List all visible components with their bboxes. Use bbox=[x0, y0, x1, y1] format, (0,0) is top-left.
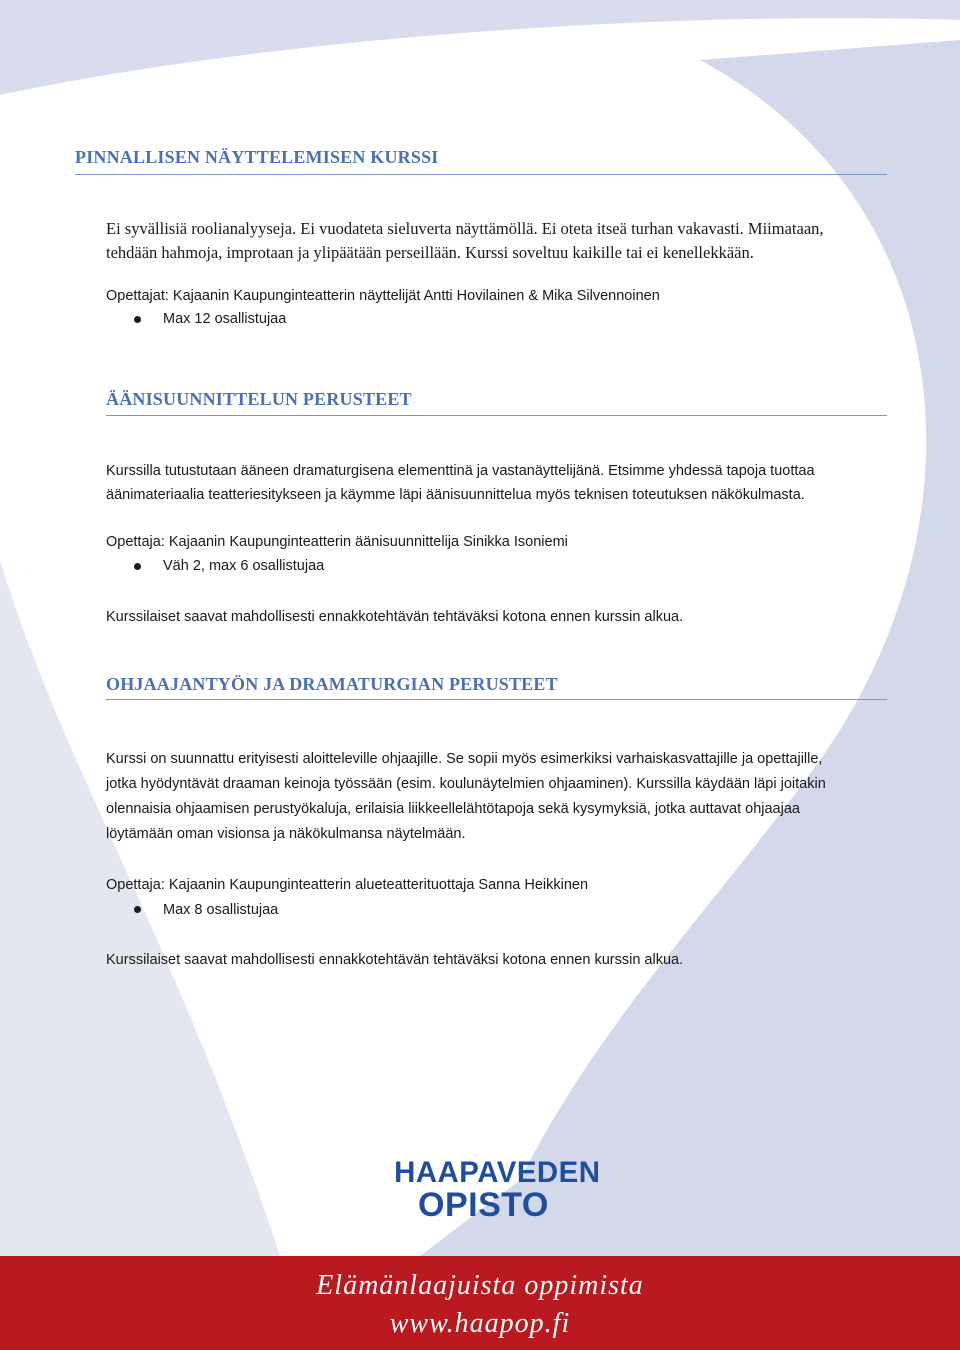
logo-line-1: HAAPAVEDEN bbox=[394, 1156, 601, 1189]
section-intro-line: tehdään hahmoja, improtaan ja ylipäätään perseillään. Kurssi soveltuu kaikille tai ei kenellekkään. bbox=[106, 243, 754, 262]
bullet-icon bbox=[134, 563, 141, 570]
heading-divider bbox=[106, 699, 887, 700]
section-intro-line: löytämään oman visionsa ja näkökulmansa näytelmään. bbox=[106, 826, 466, 842]
participants-bullet: Max 8 osallistujaa bbox=[163, 902, 279, 918]
section-intro-line: äänimateriaalia teatteriesitykseen ja käymme läpi äänisuunnittelua myös teknisen toteutuksen näkökulmasta. bbox=[106, 487, 805, 503]
footer-banner bbox=[0, 1256, 960, 1350]
section-heading-acting: PINNALLISEN NÄYTTELEMISEN KURSSI bbox=[75, 147, 439, 167]
opisto-logo bbox=[392, 1156, 601, 1224]
participants-bullet: Väh 2, max 6 osallistujaa bbox=[163, 558, 325, 574]
teacher-line: Opettaja: Kajaanin Kaupunginteatterin alueteatterituottaja Sanna Heikkinen bbox=[106, 877, 589, 893]
footer-slogan: Elämänlaajuista oppimista bbox=[316, 1270, 644, 1301]
logo-line-2: OPISTO bbox=[418, 1186, 549, 1224]
section-intro-line: olennaisia ohjaamisen perustyökaluja, erilaisia liikkeellelähtötapoja sekä kysymyksiä, jotka auttavat ohjaajaa bbox=[106, 801, 800, 817]
section-intro-line: Kurssi on suunnattu erityisesti aloitteleville ohjaajille. Se sopii myös esimerkiksi varhaiskasvattajille ja opettajille, bbox=[106, 751, 823, 767]
bullet-icon bbox=[134, 906, 141, 913]
section-intro-line: jotka hyödyntävät draaman keinoja työssään (esim. koulunäytelmien ohjaaminen). Kurssilla käydään läpi joitakin bbox=[106, 776, 826, 792]
footer-url[interactable]: www.haapop.fi bbox=[389, 1308, 571, 1339]
section-intro-line: Kurssilla tutustutaan ääneen dramaturgisena elementtinä ja vastanäyttelijänä. Etsimme yhdessä tapoja tuottaa bbox=[106, 463, 815, 479]
bullet-icon bbox=[134, 316, 141, 323]
homework-note: Kurssilaiset saavat mahdollisesti ennakkotehtävän tehtäväksi kotona ennen kurssin alkua. bbox=[106, 952, 684, 968]
heading-divider bbox=[75, 174, 887, 175]
participants-bullet: Max 12 osallistujaa bbox=[163, 311, 287, 327]
section-heading-sound: ÄÄNISUUNNITTELUN PERUSTEET bbox=[106, 389, 412, 409]
homework-note: Kurssilaiset saavat mahdollisesti ennakkotehtävän tehtäväksi kotona ennen kurssin alkua. bbox=[106, 609, 684, 625]
section-heading-directing: OHJAAJANTYÖN JA DRAMATURGIAN PERUSTEET bbox=[106, 674, 558, 694]
heading-divider bbox=[106, 415, 887, 416]
teacher-line: Opettaja: Kajaanin Kaupunginteatterin äänisuunnittelija Sinikka Isoniemi bbox=[106, 534, 568, 550]
section-intro-line: Ei syvällisiä roolianalyyseja. Ei vuodateta sieluverta näyttämöllä. Ei oteta itseä turhan vakavasti. Miimataan, bbox=[106, 219, 824, 238]
teacher-line: Opettajat: Kajaanin Kaupunginteatterin näyttelijät Antti Hovilainen & Mika Silvennoinen bbox=[106, 288, 660, 304]
